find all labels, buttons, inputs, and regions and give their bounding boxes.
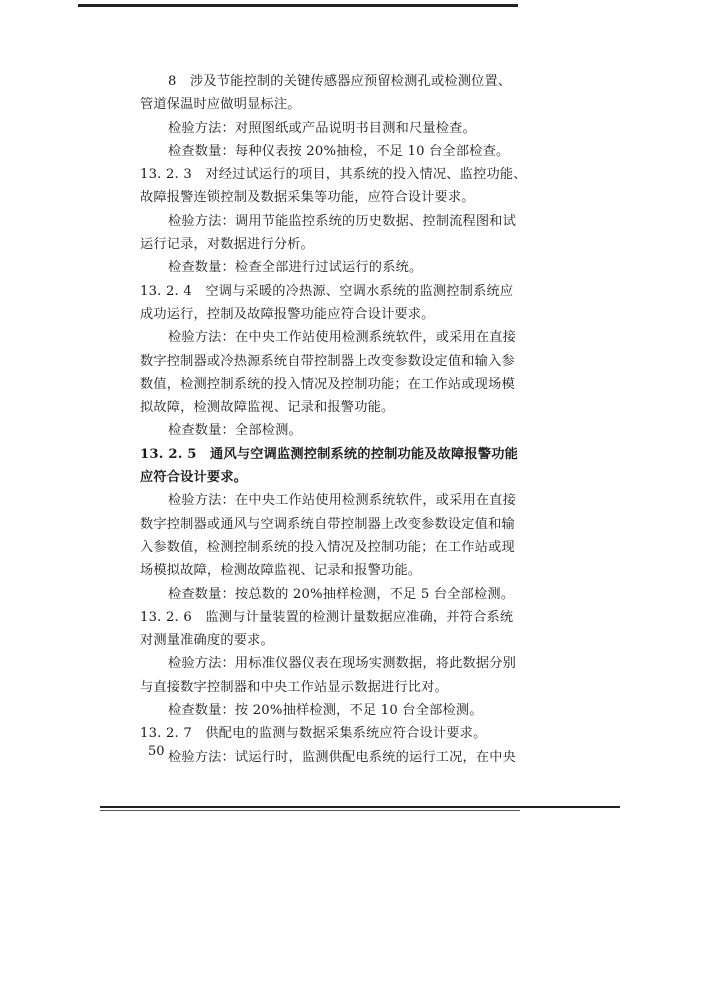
text-line: 13. 2. 7 供配电的监测与数据采集系统应符合设计要求。 bbox=[140, 726, 487, 742]
bottom-scan-rule bbox=[100, 806, 620, 808]
bottom-scan-rule-thin bbox=[100, 810, 520, 811]
text-line: 检查数量：按总数的 20%抽样检测，不足 5 台全部检测。 bbox=[168, 586, 515, 602]
top-scan-rule bbox=[78, 4, 518, 7]
text-line: 检查数量：全部检测。 bbox=[168, 423, 302, 439]
text-line: 检验方法：在中央工作站使用检测系统软件，或采用在直接 bbox=[168, 493, 517, 509]
text-line: 13. 2. 6 监测与计量装置的检测计量数据应准确，并符合系统 bbox=[140, 609, 514, 625]
text-line: 拟故障，检测故障监视、记录和报警功能。 bbox=[140, 400, 395, 416]
text-line: 与直接数字控制器和中央工作站显示数据进行比对。 bbox=[140, 679, 448, 695]
text-line: 检查数量：检查全部进行过试运行的系统。 bbox=[168, 260, 423, 276]
text-line: 检验方法：在中央工作站使用检测系统软件，或采用在直接 bbox=[168, 330, 517, 346]
text-line: 运行记录，对数据进行分析。 bbox=[140, 237, 315, 253]
text-line: 数字控制器或冷热源系统自带控制器上改变参数设定值和输入参 bbox=[140, 353, 515, 369]
text-line: 应符合设计要求。 bbox=[140, 470, 248, 486]
text-line: 检验方法：试运行时，监测供配电系统的运行工况，在中央 bbox=[168, 749, 517, 765]
text-line: 检查数量：按 20%抽样检测，不足 10 台全部检测。 bbox=[168, 703, 483, 719]
text-line: 管道保温时应做明显标注。 bbox=[140, 97, 301, 113]
text-line: 场模拟故障，检测故障监视、记录和报警功能。 bbox=[140, 563, 422, 579]
text-line: 故障报警连锁控制及数据采集等功能，应符合设计要求。 bbox=[140, 190, 475, 206]
text-line: 检验方法：用标准仪器仪表在现场实测数据，将此数据分别 bbox=[168, 656, 517, 672]
text-line: 13. 2. 4 空调与采暖的冷热源、空调水系统的监测控制系统应 bbox=[140, 283, 514, 299]
text-line: 检查数量：每种仪表按 20%抽检，不足 10 台全部检查。 bbox=[168, 143, 510, 159]
page-number: 50 bbox=[148, 744, 165, 759]
text-line: 检验方法：对照图纸或产品说明书目测和尺量检查。 bbox=[168, 120, 476, 136]
text-line: 8 涉及节能控制的关键传感器应预留检测孔或检测位置、 bbox=[168, 74, 512, 89]
text-line: 13. 2. 3 对经过试运行的项目，其系统的投入情况、监控功能、 bbox=[140, 167, 527, 183]
text-line: 检验方法：调用节能监控系统的历史数据、控制流程图和试 bbox=[168, 213, 517, 229]
text-line: 数值，检测控制系统的投入情况及控制功能；在工作站或现场模 bbox=[140, 376, 515, 392]
text-line: 对测量准确度的要求。 bbox=[140, 633, 274, 649]
text-line: 入参数值，检测控制系统的投入情况及控制功能；在工作站或现 bbox=[140, 539, 515, 555]
document-page-body bbox=[140, 70, 560, 769]
text-line: 成功运行，控制及故障报警功能应符合设计要求。 bbox=[140, 306, 435, 322]
text-line: 13. 2. 5 通风与空调监测控制系统的控制功能及故障报警功能 bbox=[140, 446, 518, 462]
text-line: 数字控制器或通风与空调系统自带控制器上改变参数设定值和输 bbox=[140, 516, 515, 532]
